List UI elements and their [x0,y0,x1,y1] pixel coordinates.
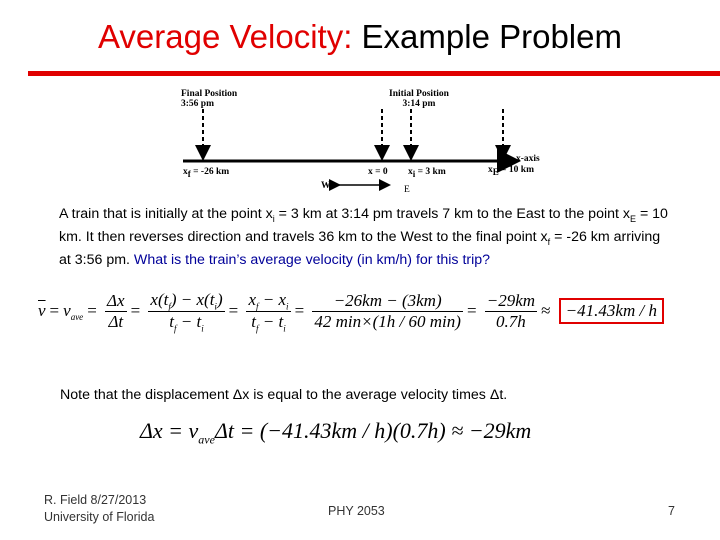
result-box: −41.43km / h [559,298,664,324]
displacement-note: Note that the displacement Δx is equal to the average velocity times Δt. [60,387,508,403]
final-position-label: Final Position 3:56 pm [181,89,238,109]
slide-title [0,18,720,56]
east-label: E [404,185,410,195]
final-initial-fraction: $\frac{x_f - x_i}{t_f - t_i}$ [248,290,289,334]
problem-question: What is the train’s average velocity (in km/h) for this trip? [133,251,491,268]
displacement-equation: $\Delta x = v_{ave}\Delta t = (-41.43km / h)(0.7h) \approx -29km$ [140,418,532,447]
x-axis-label: x-axis [516,154,540,164]
position-time-fraction: $\frac{x(t_f) - x(t_i)}{t_f - t_i}$ [150,290,223,334]
problem-statement: A train that is initially at the point $x_i = 3$ km at 3:14 pm travels 7 km to the East to the point $x_E = 10$ km. It then reverses direction and travels 36 km to the West to the final point $x_f = -26$ km arriving at 3:56 pm. What is the train’s average velocity (in km/h) for this trip? [59,206,668,268]
xe-label: $x_E = 10$ km [488,165,535,177]
page-number: 7 [668,504,675,518]
x0-label: x = 0 [368,167,388,177]
position-diagram [175,85,550,195]
velocity-equation: $\overline{v} = v_{ave}$ = $\frac{\Delta x}{\Delta t}$ = $\frac{x(t_f) - x(t_i)}{t_f - t_i}$ = $\frac{x_f - x_i}{t_f - t_i}$ = $\frac{-26km - (3km)}{42 \min\times(1h / 60 \min)}$ = $\frac{-29km}{0.7h}$ ≈ −41.43km / h [38,290,664,334]
numeric-fraction: $\frac{-26km - (3km)}{42 \min\times(1h / 60 \min)}$ [314,291,461,332]
xf-label: $x_f = -26$ km [183,167,230,179]
west-label: W [321,181,331,191]
footer-author: R. Field 8/27/2013 University of Florida [44,493,155,524]
title-divider [28,71,720,76]
xi-label: $x_i = 3$ km [408,167,446,179]
title-red-part: Average Velocity: [97,18,353,55]
delta-fraction: $\frac{\Delta x}{\Delta t}$ [107,291,125,332]
initial-position-label: Initial Position 3:14 pm [389,89,449,109]
simplified-fraction: $\frac{-29km}{0.7h}$ [486,291,536,332]
title-black-part: Example Problem [361,18,622,55]
footer-course: PHY 2053 [328,504,385,518]
